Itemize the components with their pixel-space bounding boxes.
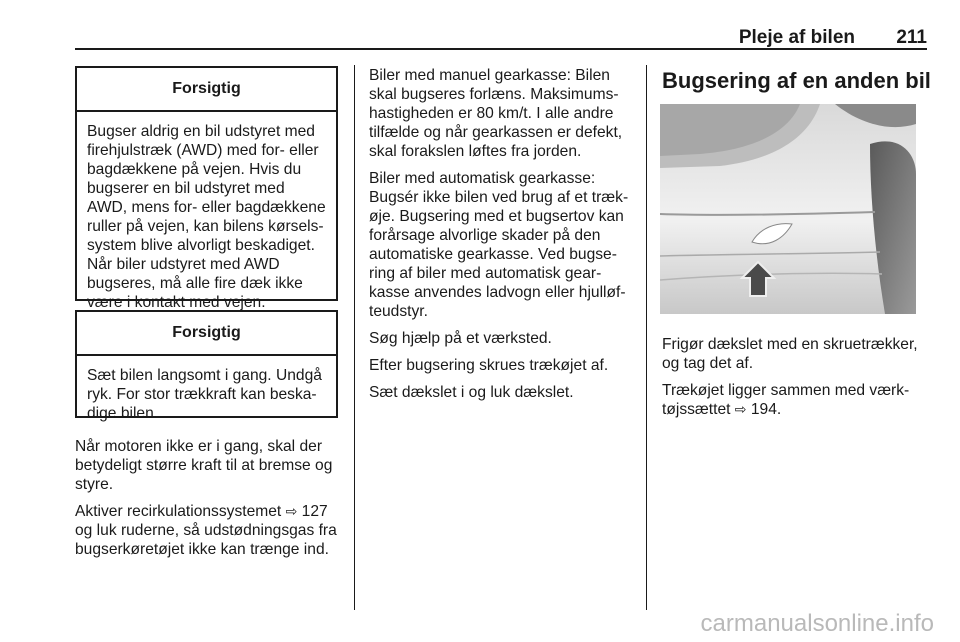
watermark: carmanualsonline.info <box>700 610 934 637</box>
caution-box-awd <box>75 66 338 311</box>
paragraph-recirculation <box>75 502 338 559</box>
paragraph: Sæt dækslet i og luk dækslet. <box>369 384 574 401</box>
paragraph: Frigør dækslet med en skruetrækker, og tag det af. <box>662 336 918 372</box>
reference-arrow-icon: ⇨ <box>285 503 298 519</box>
left-column <box>75 66 338 567</box>
middle-column <box>369 66 637 410</box>
page-number: 211 <box>896 27 927 48</box>
caution-heading: Forsigtig <box>77 312 336 356</box>
paragraph: Biler med automatisk gearkasse: Bugsér ikke bilen ved brug af et træk-øje. Bugsering med et bugsertov kan forårsage alvorlige skader på den automatiske gearkasse. Ved bugse-ring af biler med automatisk gear-kasse anvendes ladvogn eller hjulløf-teudstyr. <box>369 170 629 320</box>
paragraph-text: og luk ruderne, så udstødningsgas fra bugserkøretøjet ikke kan trænge ind. <box>75 522 337 558</box>
right-column <box>662 66 932 427</box>
page-header <box>75 22 927 48</box>
column-divider-right <box>646 65 647 610</box>
paragraph: Søg hjælp på et værksted. <box>369 330 552 347</box>
paragraph-text: Aktiver recirkulationssystemet <box>75 503 286 520</box>
paragraph: Efter bugsering skrues trækøjet af. <box>369 357 609 374</box>
caution-text: Bugser aldrig en bil udstyret med firehjulstræk (AWD) med for- eller bagdækkene på vejen. Hvis du bugserer en bil udstyret med AWD, mens for- eller bagdækkene ruller på vejen, kan bilens kørsels-system blive alvorligt beskadiget. Når biler udstyret med AWD bugseres, må alle fire dæk ikke være i kontakt med vejen. <box>87 123 326 311</box>
caution-box-start <box>75 310 338 422</box>
caution-heading: Forsigtig <box>77 68 336 112</box>
column-divider-left <box>354 65 355 610</box>
header-rule <box>75 48 927 50</box>
paragraph: Biler med manuel gearkasse: Bilen skal bugseres forlæns. Maksimums-hastigheden er 80 km/t. I alle andre tilfælde og når gearkassen er defekt, skal forakslen løftes fra jorden. <box>369 67 623 160</box>
tow-eye-cover-illustration <box>660 104 916 314</box>
paragraph: Når motoren ikke er i gang, skal der betydeligt større kraft til at bremse og styre. <box>75 438 333 493</box>
reference-arrow-icon: ⇨ <box>734 401 747 417</box>
paragraph-text: Trækøjet ligger sammen med værk-tøjssættet <box>662 382 910 418</box>
page-reference-link[interactable]: 127 <box>301 503 328 520</box>
section-title: Bugsering af en anden bil <box>662 68 931 93</box>
page-reference-link[interactable]: 194 <box>750 401 777 418</box>
paragraph-text: . <box>776 401 782 418</box>
page-title: Pleje af bilen <box>738 27 855 48</box>
paragraph-tool-kit <box>662 381 932 419</box>
caution-text: Sæt bilen langsomt i gang. Undgå ryk. For stor trækkraft kan beska-dige bilen. <box>87 367 322 422</box>
